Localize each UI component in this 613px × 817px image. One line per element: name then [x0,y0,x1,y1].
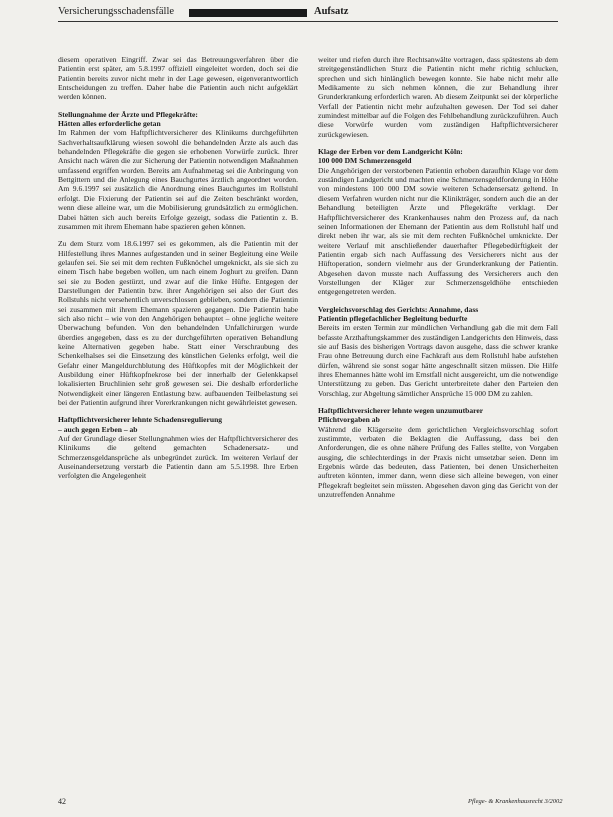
section-heading-line2: – auch gegen Erben – ab [58,424,138,434]
paragraph: weiter und riefen durch ihre Rechtsanwälte vortragen, dass spätestens ab dem streitgegenständlichen Sturz die Patientin nicht mehr richtig schlucken, sprechen und sich hinlänglich bewegen konnte. Sie habe nicht mehr alle Medikamente zu sich nehmen können, die zur Behandlung ihrer Grunderkrankung erforderlich waren. Ab diesem Zeitpunkt sei der körperliche Verfall der Patientin nicht mehr aufzuhalten gewesen. Der Tod sei daher zumindest mittelbar auf die Folgen des Fehlbehandlung zurückzuführen. Auch diese Vorwürfe wurden vom zuständigen Haftpflichtversicherer zurückgewiesen. [318,55,558,139]
header-category: Aufsatz [314,6,349,17]
section-heading: Haftpflichtversicherer lehnte Schadensregulierung [58,415,223,425]
paragraph: Bereits im ersten Termin zur mündlichen Verhandlung gab die mit dem Fall befasste Arzthaftungskammer des zuständigen Landgerichts den Hinweis, dass sie auf Basis des bisherigen Vortrags davon ausgehe, dass die schwer kranke Frau ohne Betreuung durch eine Fachkraft aus dem Rollstuhl habe aufstehen dürfen, während sie sonst sogar hätte angeschnallt sitzen müssen. Die Hilfe ihres Ehemannes hätte wohl im Ernstfall nicht ausgereicht, um die notwendige Unterstützung zu geben. Das Gericht unterbreitete daher den Parteien den Vorschlag, zur Abgeltung sämtlicher Ansprüche 15 000 DM zu zahlen. [318,323,558,398]
section-heading-line2: Patientin pflegefachlicher Begleitung bedurfte [318,313,468,323]
paragraph: Während die Klägerseite dem gerichtlichen Vergleichsvorschlag sofort zustimmte, verbaten die Beklagten die Auffassung, dass bei den Anforderungen, die es ohne nähere Prüfung des Falles stellte, von Vorgaben ausging, die schlechterdings in der Praxis nicht umsetzbar seien. Denn im Ergebnis würde das bedeuten, dass Patienten, bei denen Unsicherheiten auftreten könnten, immer dann, wenn diese sich alleine bewegen, von einer Pflegekraft begleitet sein müssten. Abgesehen davon ging das Gericht von der unzutreffenden Annahme [318,424,558,500]
header-section-title: Versicherungsschadensfälle [58,6,175,17]
left-column [58,55,298,489]
header-black-bar [189,9,307,17]
section-heading-line2: Hätten alles erforderliche getan [58,119,161,129]
paragraph: Auf der Grundlage dieser Stellungnahmen wies der Haftpflichtversicherer des Klinikums die geltend gemachten Schadenersatz- und Schmerzensgeldansprüche als unbegründet zurück. Im weiteren Verlauf der Auseinandersetzung verstarb die Patientin dann am 5.5.1998. Ihre Erben verfolgten die Angelegenheit [58,434,298,481]
running-header [58,5,558,21]
paragraph: Die Angehörigen der verstorbenen Patientin erhoben daraufhin Klage vor dem zuständigen Landgericht und machten eine Schmerzensgeldforderung in Höhe von mindestens 100 000 DM sowie weiteren Schadensersatz geltend. In diesem Verfahren wurden nicht nur die Klinikträger, sondern auch die an der Behandlung beteiligten Ärzte und Pflegekräfte verklagt. Der Haftpflichtversicherer des Krankenhauses nahm den Prozess auf, da nach seinen Informationen der Ehemann der Patientin aus dem Rollstuhl half und direkt neben ihr war, als sie mit dem rechten Fußknöchel umknickte. Der weitere Verlauf mit anschließender dauerhafter Pflegebedürftigkeit der Patientin ergab sich nach Auffassung des Versicherers nicht aus der Hüftoperation, sondern vielmehr aus der Grunderkrankung der Patientin. Abgesehen davon musste nach Auffassung des Versicherers auch den Vorstellungen der Kläger zur Schmerzensgeldhöhe entschieden entgegengetreten werden. [318,165,558,297]
paragraph: diesem operativen Eingriff. Zwar sei das Betreuungsverfahren über die Patientin erst später, am 5.8.1997 offiziell eingeleitet worden, doch sei die Patientin bereits zuvor nicht mehr in der Lage gewesen, eigenverantwortlich Entscheidungen zu treffen. Daher habe die Patientin auch nicht aufgeklärt werden können. [58,55,298,102]
section-heading: Klage der Erben vor dem Landgericht Köln: [318,147,463,157]
section-heading-line2: Pflichtvorgaben ab [318,415,380,425]
section-heading-line2: 100 000 DM Schmerzensgeld [318,156,412,166]
journal-footer: Pflege- & Krankenhausrecht 3/2002 [468,798,563,805]
header-rule [58,21,558,22]
right-column [318,55,558,507]
paragraph: Zu dem Sturz vom 18.6.1997 sei es gekommen, als die Patientin mit der Hilfestellung ihres Mannes aufgestanden und in seiner Begleitung eine Weile gelaufen sei. Sie sei mit dem rechten Fußknöchel umgeknickt, als sie sich zu einem Tisch habe begeben wollen, um nach einem Joghurt zu greifen. Dann sei sie zu Boden gestürzt, und zwar auf die linke Hüfte. Entgegen der Darstellungen der Patientin bzw. ihrer Angehörigen sei also der Gurt des Rollstuhls nicht versehentlich unverschlossen geblieben, sondern die Patientin sei zusammen mit ihrem Ehemann spazieren gegangen. Die Patientin habe sich also nicht – wie von den Angehörigen behauptet – ohne jegliche weitere Überwachung befunden. Von den behandelnden Unfallchirurgen wurde überdies angegeben, dass es zu der durchgeführten operativen Behandlung keine Alternativen gegeben habe. Statt einer Verschraubung des Schenkelhalses sei die Einsetzung des künstlichen Gelenks erfolgt, weil die Gefahr einer Mangeldurchblutung des Hüftkopfes mit der Möglichkeit der Ausbildung einer Hüftkopfnekrose bei der innerhalb der Gelenkkapsel lokalisierten Bruchlinien sehr groß gewesen sei. Die deshalb erforderliche Notwendigkeit einer längeren Entlastung bzw. aufbauenden Teilbelastung sei bei der Patientin aufgrund ihrer Vorerkrankungen nicht gewährleistet gewesen. [58,239,298,408]
section-heading: Vergleichsvorschlag des Gerichts: Annahme, dass [318,304,479,314]
paragraph: Im Rahmen der vom Haftpflichtversicherer des Klinikums durchgeführten Sachverhaltsaufklärung wiesen sowohl die behandelnden Ärzte als auch das behandelnden Pflegekräfte die gegen sie erhobenen Vorwürfe zurück. Ihrer Ansicht nach wären die zur Sicherung der Patientin notwendigen Maßnahmen umfassend ergriffen worden. Bereits am Aufnahmetag sei die Anbringung von Bettgittern und die Anlegung eines Bauchgurtes ärztlich angeordnet worden. Am 9.6.1997 sei zusätzlich die Anordnung eines Bauchgurtes im Rollstuhl erfolgt. Die Fixierung der Patientin sei auf die Zeiten beschränkt worden, wenn diese alleine war, um die Mobilisierung grundsätzlich zu ermöglichen. Dabei hätten sich auch bereits Erfolge gezeigt, sodass die Patientin z. B. zusammen mit ihrem Ehemann habe spazieren gehen können. [58,128,298,231]
section-heading: Haftpflichtversicherer lehnte wegen unzumutbarer [318,406,484,416]
page-number: 42 [58,797,66,806]
section-heading: Stellungnahme der Ärzte und Pflegekräfte: [58,109,198,119]
